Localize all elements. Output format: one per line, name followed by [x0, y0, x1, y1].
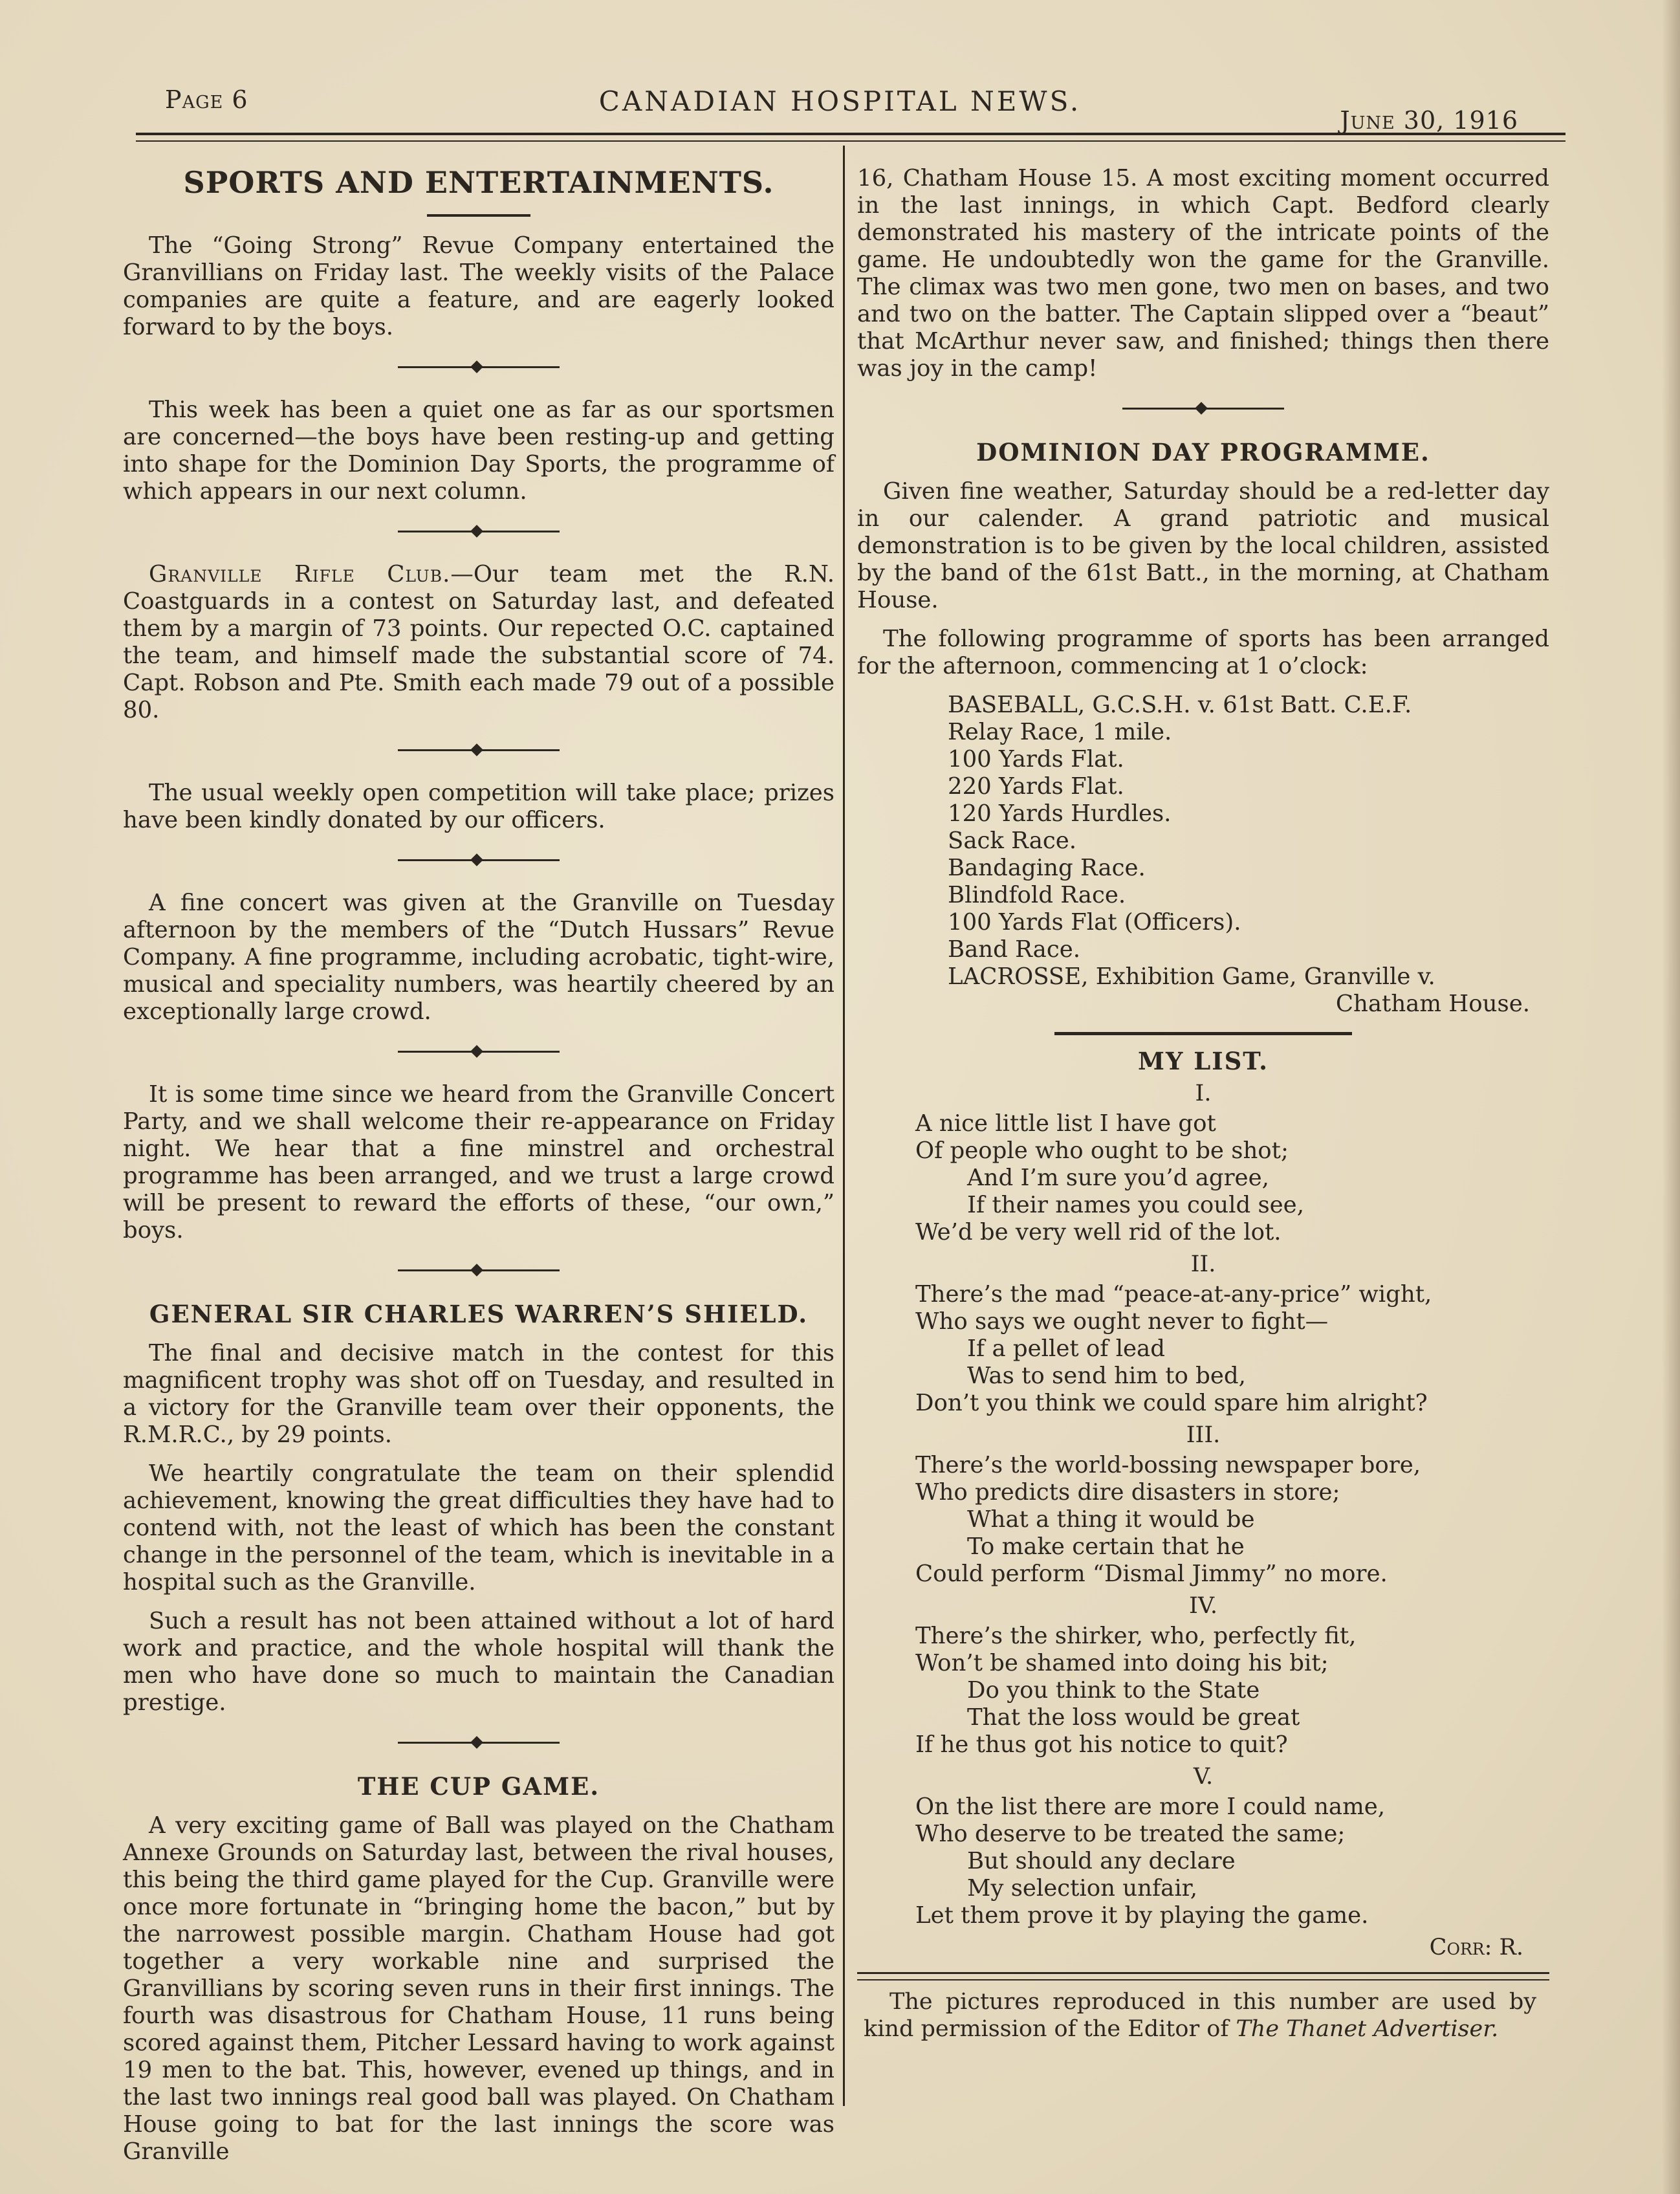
- ornament-divider: [398, 853, 560, 866]
- article-paragraph: Such a result has not been attained without a lot of hard work and practice, and the whole hospital will thank the men who have done so much to maintain the Canadian prestige.: [123, 1608, 835, 1716]
- poem-line: Won’t be shamed into doing his bit;: [915, 1650, 1329, 1676]
- ornament-divider: [398, 743, 560, 756]
- programme-item: 120 Yards Hurdles.: [948, 800, 1172, 827]
- article-paragraph: A very exciting game of Ball was played on the Chatham Annexe Grounds on Saturday last, between the rival houses, this being the third game played for the Cup. Granville were once more fortunate in “bringing home the bacon,” but by the narrowest possible margin. Chatham House had got together a very workable nine and surprised the Granvillians by scoring seven runs in their first innings. The fourth was disastrous for Chatham House, 11 runs being scored against them, Pitcher Lessard having to work against 19 men to the bat. This, however, evened up things, and in the last two innings real good ball was played. On Chatham House going to bat for the last innings the score was Granville: [123, 1812, 835, 2165]
- poem-stanza: [915, 1623, 1549, 1759]
- newspaper-title: CANADIAN HOSPITAL NEWS.: [598, 85, 1082, 117]
- issue-date: June 30, 1916: [1340, 106, 1518, 135]
- poem-title: MY LIST.: [1138, 1047, 1269, 1075]
- programme-item-text: LACROSSE, Exhibition Game, Granville v.: [948, 963, 1435, 990]
- stanza-number: II.: [1190, 1251, 1216, 1277]
- article-continuation: 16, Chatham House 15. A most exciting moment occurred in the last innings, in which Capt. Bedford clearly demonstrated his mastery of the intricate points of the game. He undoubtedly won the game for the Granville. The climax was two men gone, two men on bases, and two and two on the batter. The Captain slipped over a “beaut” that McArthur never saw, and finished; things then there was joy in the camp!: [857, 165, 1549, 382]
- poem-line: To make certain that he: [967, 1533, 1245, 1560]
- poem-stanza: [915, 1452, 1549, 1588]
- poem-line: There’s the world-bossing newspaper bore,: [915, 1452, 1421, 1478]
- poem-line: If a pellet of lead: [967, 1335, 1165, 1362]
- article-paragraph: A fine concert was given at the Granville on Tuesday afternoon by the members of the “Dutch Hussars” Revue Company. A fine programme, including acrobatic, tight-wire, musical and speciality numbers, was heartily cheered by an exceptionally large crowd.: [123, 890, 835, 1025]
- poem-line: A nice little list I have got: [915, 1110, 1216, 1137]
- poem-line: My selection unfair,: [967, 1875, 1198, 1902]
- programme-item: Band Race.: [948, 936, 1081, 963]
- article-paragraph: The usual weekly open competition will take place; prizes have been kindly donated by our officers.: [123, 780, 835, 833]
- ornament-divider: [398, 1264, 560, 1277]
- poem-line: Don’t you think we could spare him alright?: [915, 1390, 1428, 1416]
- poem-line: Was to send him to bed,: [967, 1363, 1246, 1389]
- poem-line: Who predicts dire disasters in store;: [915, 1479, 1340, 1506]
- poem-line: Could perform “Dismal Jimmy” no more.: [915, 1561, 1388, 1587]
- poem-line: Of people who ought to be shot;: [915, 1137, 1289, 1164]
- poem-line: There’s the shirker, who, perfectly fit,: [915, 1623, 1357, 1649]
- stanza-number: I.: [1195, 1081, 1212, 1106]
- programme-item: Blindfold Race.: [948, 882, 1126, 908]
- page-number: Page 6: [165, 85, 248, 114]
- section-headline: SPORTS AND ENTERTAINMENTS.: [183, 165, 774, 200]
- paragraph-lead: Granville Rifle Club.: [149, 561, 451, 587]
- left-column: [123, 165, 835, 2177]
- poem-line: What a thing it would be: [967, 1506, 1255, 1533]
- poem-line: And I’m sure you’d agree,: [967, 1165, 1269, 1191]
- article-paragraph: The “Going Strong” Revue Company entertained the Granvillians on Friday last. The weekly visits of the Palace companies are quite a feature, and are eagerly looked forward to by the boys.: [123, 232, 835, 340]
- programme-item: 100 Yards Flat (Officers).: [948, 909, 1241, 936]
- credit-publication: The Thanet Advertiser.: [1236, 2016, 1499, 2042]
- stanza-number: III.: [1186, 1422, 1221, 1448]
- cup-game-headline: THE CUP GAME.: [357, 1772, 600, 1801]
- poem-line: Do you think to the State: [967, 1677, 1260, 1704]
- poem-line: Who deserve to be treated the same;: [915, 1821, 1346, 1847]
- ornament-divider: [398, 525, 560, 538]
- credit-text: The pictures reproduced in this number are used by kind permission of the Editor of: [864, 1989, 1536, 2042]
- poem-line: On the list there are more I could name,: [915, 1794, 1386, 1820]
- double-rule: [857, 1972, 1549, 1980]
- poem-line: But should any declare: [967, 1848, 1236, 1874]
- programme-item: Bandaging Race.: [948, 855, 1146, 881]
- programme-item: Relay Race, 1 mile.: [948, 719, 1172, 745]
- stanza-number: IV.: [1188, 1593, 1218, 1619]
- poem-line: We’d be very well rid of the lot.: [915, 1219, 1282, 1245]
- page-edge-shadow: [1662, 0, 1680, 2194]
- article-paragraph: This week has been a quiet one as far as our sportsmen are concerned—the boys have been resting-up and getting into shape for the Dominion Day Sports, the programme of which appears in our next column.: [123, 397, 835, 505]
- sports-programme-list: [857, 692, 1549, 1018]
- programme-item: BASEBALL, G.C.S.H. v. 61st Batt. C.E.F.: [948, 692, 1412, 718]
- programme-item-continuation: Chatham House.: [1335, 991, 1530, 1017]
- ornament-divider: [1122, 402, 1284, 415]
- poem-line: There’s the mad “peace-at-any-price” wight,: [915, 1281, 1432, 1308]
- dominion-day-headline: DOMINION DAY PROGRAMME.: [976, 438, 1430, 466]
- ornament-divider: [398, 1045, 560, 1058]
- poem-line: Let them prove it by playing the game.: [915, 1902, 1369, 1929]
- ornament-divider: [398, 1736, 560, 1749]
- stanza-number: V.: [1193, 1764, 1214, 1790]
- programme-item: Sack Race.: [948, 828, 1077, 854]
- ornament-divider: [398, 360, 560, 373]
- divider-rule: [1054, 1032, 1352, 1035]
- paragraph-body: —Our team met the R.N. Coastguards in a contest on Saturday last, and defeated them by a margin of 73 points. Our repected O.C. captained the team, and himself made the substantial score of 74. Capt. Robson and Pte. Smith each made 79 out of a possible 80.: [123, 561, 835, 723]
- poem-line: That the loss would be great: [967, 1704, 1300, 1731]
- article-paragraph: [123, 561, 835, 724]
- poem-stanza: [915, 1794, 1549, 1929]
- divider-rule: [427, 214, 530, 217]
- column-divider: [843, 146, 845, 2106]
- programme-item: 100 Yards Flat.: [948, 746, 1124, 773]
- poem-line: If their names you could see,: [967, 1192, 1304, 1218]
- poem-signature: Corr: R.: [1429, 1935, 1523, 1960]
- page-header: [136, 85, 1544, 137]
- shield-headline: GENERAL SIR CHARLES WARREN’S SHIELD.: [149, 1300, 809, 1328]
- article-paragraph: We heartily congratulate the team on their splendid achievement, knowing the great difficulties they have had to contend with, not the least of which has been the constant change in the personnel of the team, which is inevitable in a hospital such as the Granville.: [123, 1460, 835, 1596]
- article-paragraph: It is some time since we heard from the Granville Concert Party, and we shall welcome their re-appearance on Friday night. We hear that a fine minstrel and orchestral programme has been arranged, and we trust a large crowd will be present to reward the efforts of these, “our own,” boys.: [123, 1081, 835, 1244]
- article-paragraph: The following programme of sports has been arranged for the afternoon, commencing at 1 o’clock:: [857, 626, 1549, 679]
- right-column: [857, 165, 1549, 2043]
- article-paragraph: Given fine weather, Saturday should be a red-letter day in our calender. A grand patriotic and musical demonstration is to be given by the local children, assisted by the band of the 61st Batt., in the morning, at Chatham House.: [857, 478, 1549, 613]
- programme-item: 220 Yards Flat.: [948, 773, 1124, 800]
- poem-stanza: [915, 1110, 1549, 1246]
- poem-line: Who says we ought never to fight—: [915, 1308, 1329, 1335]
- programme-item: [948, 963, 1549, 1018]
- article-paragraph: The final and decisive match in the contest for this magnificent trophy was shot off on Tuesday, and resulted in a victory for the Granville team over their opponents, the R.M.R.C., by 29 points.: [123, 1340, 835, 1448]
- header-rule-thin: [136, 140, 1565, 142]
- poem-stanza: [915, 1281, 1549, 1417]
- picture-credit: [864, 1988, 1536, 2043]
- poem-line: If he thus got his notice to quit?: [915, 1731, 1288, 1758]
- header-rule: [136, 133, 1565, 135]
